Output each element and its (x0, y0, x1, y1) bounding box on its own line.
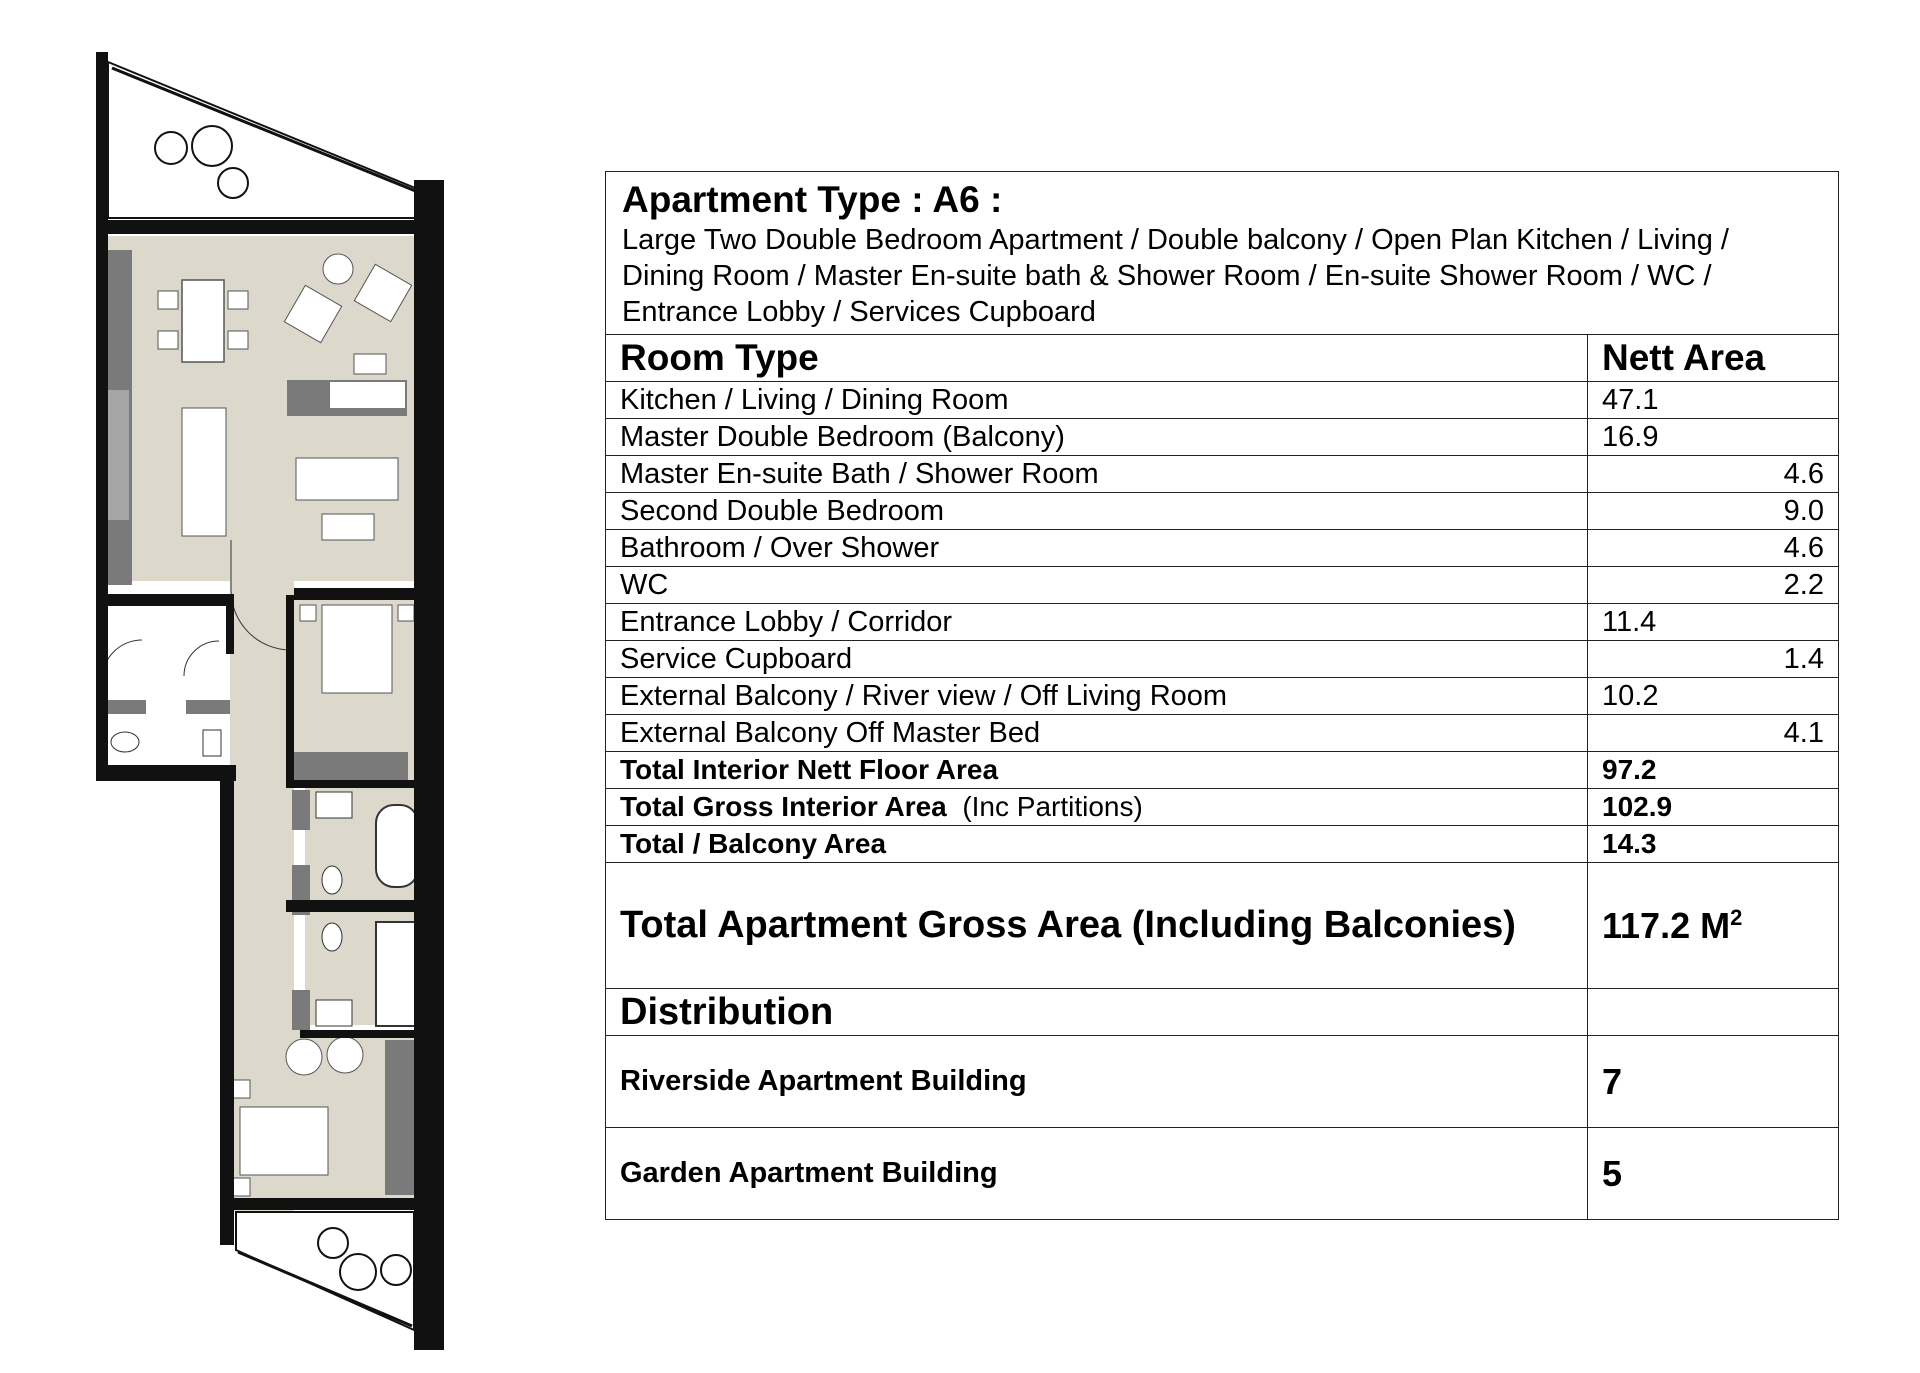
table-row (606, 530, 1839, 567)
apartment-description-line: Entrance Lobby / Services Cupboard (622, 296, 1096, 328)
room-area: 10.2 (1588, 678, 1839, 715)
total-gross-interior-value: 102.9 (1588, 789, 1839, 826)
room-type-header: Room Type (606, 335, 1588, 382)
table-row (606, 419, 1839, 456)
room-area: 47.1 (1588, 382, 1839, 419)
room-name: Second Double Bedroom (606, 493, 1588, 530)
table-row (606, 678, 1839, 715)
column-header-row (606, 335, 1839, 382)
total-gross-interior-label: Total Gross Interior Area (620, 791, 947, 822)
total-interior-nett-label: Total Interior Nett Floor Area (606, 752, 1588, 789)
gross-total-value: 117.2 M (1602, 904, 1731, 946)
gross-total-label: Total Apartment Gross Area (Including Balconies) (606, 863, 1588, 989)
room-area: 4.6 (1588, 530, 1839, 567)
table-row (606, 382, 1839, 419)
total-interior-nett-row (606, 752, 1839, 789)
room-name: Service Cupboard (606, 641, 1588, 678)
room-name: Entrance Lobby / Corridor (606, 604, 1588, 641)
floor-plan-drawing (0, 0, 560, 1373)
room-area: 2.2 (1588, 567, 1839, 604)
building-count: 7 (1588, 1036, 1839, 1128)
room-name: Master Double Bedroom (Balcony) (606, 419, 1588, 456)
room-name: Master En-suite Bath / Shower Room (606, 456, 1588, 493)
table-row (606, 1128, 1839, 1220)
top-balcony (108, 62, 420, 218)
room-name: External Balcony Off Master Bed (606, 715, 1588, 752)
building-count: 5 (1588, 1128, 1839, 1220)
total-gross-interior-note: (Inc Partitions) (962, 791, 1143, 822)
room-area: 16.9 (1588, 419, 1839, 456)
table-row (606, 1036, 1839, 1128)
table-row (606, 604, 1839, 641)
total-balcony-value: 14.3 (1588, 826, 1839, 863)
table-row (606, 715, 1839, 752)
bottom-balcony (236, 1212, 414, 1330)
apartment-header (606, 172, 1839, 335)
unit-superscript: 2 (1730, 904, 1743, 930)
distribution-empty-cell (1588, 989, 1839, 1036)
table-row (606, 567, 1839, 604)
room-name: External Balcony / River view / Off Living Room (606, 678, 1588, 715)
apartment-description-line: Large Two Double Bedroom Apartment / Double balcony / Open Plan Kitchen / Living / (622, 224, 1729, 256)
room-name: Bathroom / Over Shower (606, 530, 1588, 567)
total-balcony-row (606, 826, 1839, 863)
total-balcony-label: Total / Balcony Area (606, 826, 1588, 863)
apartment-description-line: Dining Room / Master En-suite bath & Shower Room / En-suite Shower Room / WC / (622, 260, 1712, 292)
room-area: 4.1 (1588, 715, 1839, 752)
apartment-header-row (606, 172, 1839, 335)
distribution-heading: Distribution (606, 989, 1588, 1036)
room-area: 9.0 (1588, 493, 1839, 530)
room-name: Kitchen / Living / Dining Room (606, 382, 1588, 419)
total-interior-nett-value: 97.2 (1588, 752, 1839, 789)
apartment-type-title: Apartment Type : A6 : (622, 179, 1003, 220)
distribution-row (606, 989, 1839, 1036)
table-row (606, 641, 1839, 678)
room-area: 1.4 (1588, 641, 1839, 678)
building-name: Riverside Apartment Building (606, 1036, 1588, 1128)
apartment-spec-table (605, 171, 1839, 1220)
room-name: WC (606, 567, 1588, 604)
total-gross-interior-row (606, 789, 1839, 826)
room-area: 11.4 (1588, 604, 1839, 641)
gross-total-row (606, 863, 1839, 989)
table-row (606, 456, 1839, 493)
nett-area-header: Nett Area (1588, 335, 1839, 382)
room-area: 4.6 (1588, 456, 1839, 493)
total-gross-interior-cell (606, 789, 1588, 826)
gross-total-cell (1588, 863, 1839, 989)
building-name: Garden Apartment Building (606, 1128, 1588, 1220)
table-row (606, 493, 1839, 530)
